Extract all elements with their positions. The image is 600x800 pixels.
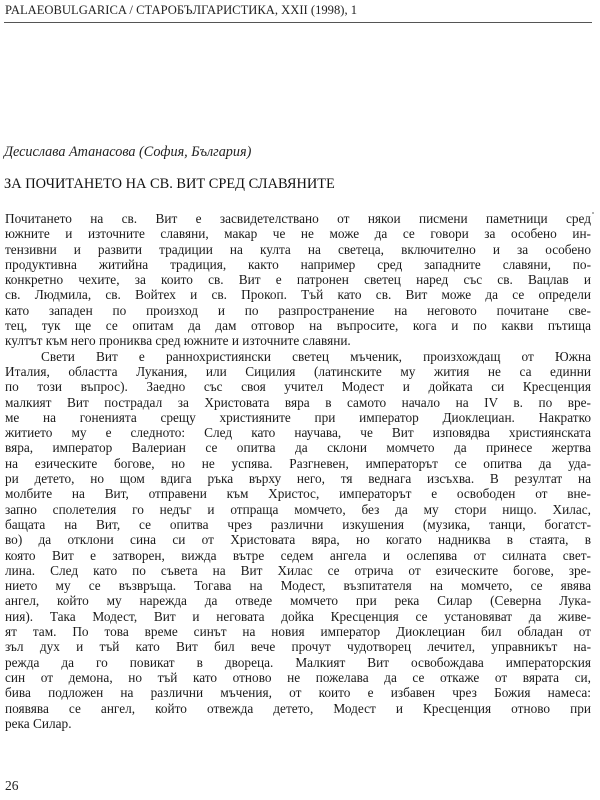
body-line: ят там. По това време синът на новия император Диоклециан бил обладан от [5, 624, 591, 640]
body-line: во) да отклони сина си от Христовата вяра, но когато надниква в стаята, в [5, 532, 591, 548]
body-line: като западен по произход и по разпространение на неговото почитане све- [5, 302, 591, 318]
body-text [5, 211, 591, 731]
body-line: ри детето, но щом вдига ръка върху него, тя веднага изсъхва. В резултат на [5, 471, 591, 487]
body-line: бива подложен на различни мъчения, от които е избавен чрез Божия намеса: [5, 685, 591, 701]
body-line: река Силар. [5, 715, 72, 731]
body-line: малкият Вит пострадал за Христовата вяра в самото начало на IV в. по вре- [5, 394, 591, 410]
body-line: тец, тук ще се опитам да дам отговор на въпросите, кога и по какви пътища [5, 318, 591, 334]
body-line: която Вит е затворен, вижда вътре седем ангела и ослепява от силната свет- [5, 547, 591, 563]
scan-speck [592, 212, 594, 214]
body-line: син от демона, но тъй като отново не пожелава да се откаже от вярата си, [5, 669, 591, 685]
article-title: ЗА ПОЧИТАНЕТО НА СВ. ВИТ СРЕД СЛАВЯНИТЕ [4, 176, 335, 192]
body-line: появява се ангел, който отвежда детето, Модест и Кресценция отново при [5, 700, 591, 716]
header-rule [4, 22, 592, 23]
body-line: вяра, император Валериан се опитва да склони момчето да принесе жертва [5, 440, 591, 456]
body-line: култът към него прониква сред южните и източните славяни. [5, 333, 351, 349]
body-line: лина. След като по съвета на Вит Хилас се отрича от езическите богове, зре- [5, 562, 591, 578]
body-line: конкретно чехите, за които св. Вит е патронен светец наред със св. Вацлав и [5, 272, 591, 288]
body-line: Свети Вит е раннохристиянски светец мъченик, произхождащ от Южна [41, 348, 591, 364]
body-line: Почитането на св. Вит е засвидетелствано от някои писмени паметници сред [5, 211, 591, 226]
body-line: на езическите богове, но не успява. Разгневен, императорът се опитва да уда- [5, 455, 591, 471]
body-line: продуктивна житийна традиция, както например сред западните славяни, по- [5, 256, 591, 272]
body-line: нието му се възвръща. Тогава на Модест, възпитателя на момчето, се явява [5, 578, 591, 594]
body-line: зъл дух и тъй като Вит бил вече прочут чудотворец лечител, управникът на- [5, 639, 591, 655]
body-line: ангел, който му нарежда да отведе момчето при река Силар (Северна Лука- [5, 593, 591, 609]
body-line: ния). Така Модест, Вит и неговата дойка Кресценция се установяват да живе- [5, 608, 591, 624]
body-line: житието му е следното: След като научава, че Вит изповядва християнската [5, 425, 591, 441]
author-byline: Десислава Атанасова (София, България) [4, 144, 252, 160]
body-line: св. Людмила, св. Войтех и св. Прокоп. Тъй като св. Вит може да се определи [5, 287, 591, 303]
body-line: бащата на Вит, се опитва чрез различни изкушения (музика, танци, богатст- [5, 516, 591, 532]
body-line: южните и източните славяни, макар че не може да се говори за особено ин- [5, 226, 591, 242]
body-line: Италия, областта Лукания, или Сицилия (латинските му жития не са единни [5, 363, 591, 379]
body-line: тензивни и развити традиции на култа на светеца, включително и за особено [5, 241, 591, 257]
running-head: PALAEOBULGARICA / СТАРОБЪЛГАРИСТИКА, XXII (1998), 1 [5, 3, 358, 17]
body-line: молбите на Вит, отправени към Христос, императорът е освободен от вне- [5, 486, 591, 502]
body-line: режда да го повикат в двореца. Малкият Вит освобождава императорския [5, 654, 591, 670]
body-line: по този въпрос). Заедно със своя учител Модест и дойката си Кресценция [5, 379, 591, 395]
body-line: ме на гоненията срещу християните при император Диоклециан. Накратко [5, 409, 591, 425]
page-number: 26 [5, 778, 19, 793]
body-line: запно сполетелия го недъг и отпраща момчето, без да му стори нищо. Хилас, [5, 501, 591, 517]
